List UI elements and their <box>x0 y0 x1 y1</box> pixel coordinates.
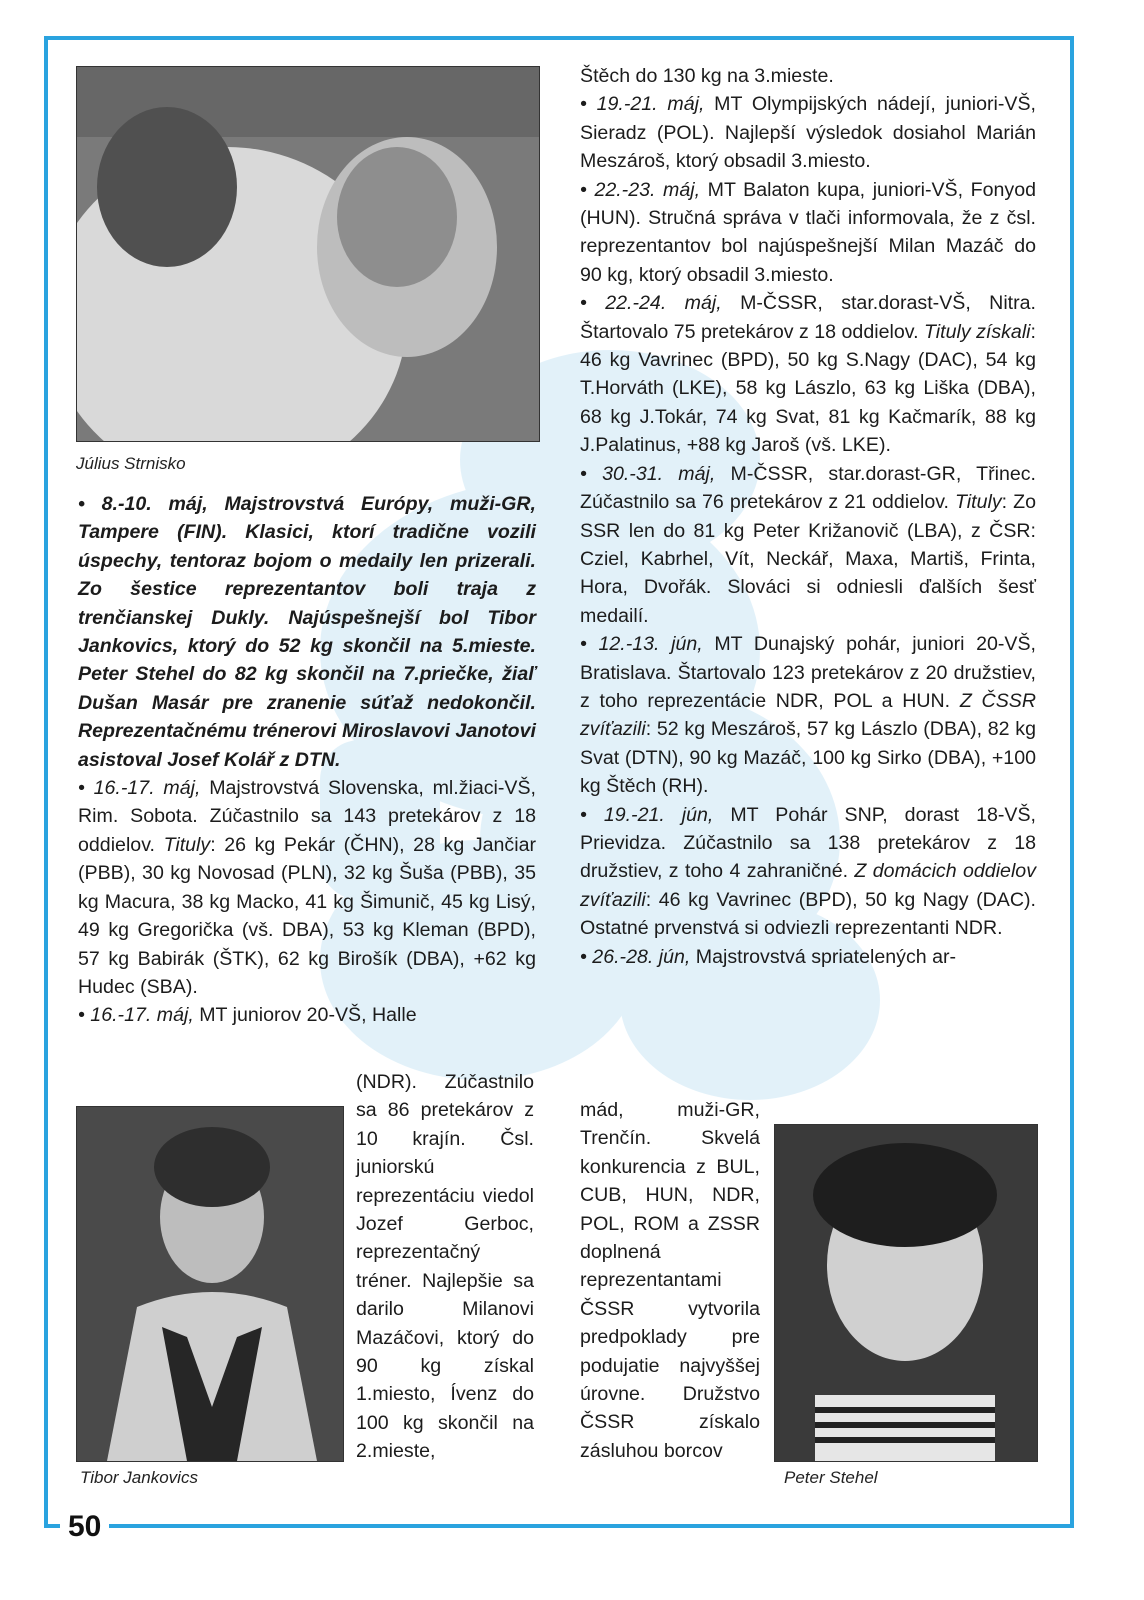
caption-photo3: Peter Stehel <box>784 1468 878 1487</box>
page-number: 50 <box>60 1510 109 1544</box>
paragraph-spriatelenych-armad: • 26.-28. jún, Majstrovstvá spriatelených ar- <box>580 945 957 968</box>
paragraph-pohar-snp: • 19.-21. jún, MT Pohár SNP, dorast 18-VŠ, Prievidza. Zúčastnilo sa 138 pretekárov z 18 družstiev, z toho 4 zahraničné. Z domácich oddielov zvíťazili: 46 kg Vavrinec (BPD), 50 kg Nagy (DAC). Ostatné prvenstvá si odviezli reprezentanti NDR. <box>580 803 1036 940</box>
caption-photo2: Tibor Jankovics <box>80 1468 198 1487</box>
lead-paragraph: • 8.-10. máj, Majstrovstvá Európy, muži-GR, Tampere (FIN). Klasici, ktorí tradične vozili úspechy, tentoraz bojom o medaily len prizerali. Zo šestice reprezentantov boli traja z trenčianskej Dukly. Najúspešnejší bol Tibor Jankovics, ktorý do 52 kg skončil na 5.mieste. Peter Stehel do 82 kg skončil na 7.priečke, žiaľ Dušan Masár pre zranenie súťaž nedokončil. Reprezentačnému trénerovi Miroslavovi Janotovi asistoval Josef Kolář z DTN. <box>78 493 536 771</box>
paragraph-dunajsky-pohar: • 12.-13. jún, MT Dunajský pohár, juniori 20-VŠ, Bratislava. Štartovalo 123 pretekárov z 20 družstiev, z toho reprezentácie NDR, POL a HUN. Z ČSSR zvíťazili: 52 kg Meszároš, 57 kg Lászlo (DBA), 82 kg Svat (DTN), 90 kg Mazáč, 100 kg Sirko (DBA), +100 kg Štěch (RH). <box>580 633 1036 798</box>
date: • 16.-17. máj, <box>78 1004 194 1027</box>
right-column <box>580 62 1036 971</box>
paragraph-mt-juniorov: • 16.-17. máj, MT juniorov 20-VŠ, Halle <box>78 1004 417 1027</box>
paragraph-mcssr-trinec: • 30.-31. máj, M-ČSSR, star.dorast-GR, Třinec. Zúčastnilo sa 76 pretekárov z 21 oddielov. Tituly: Zo SSR len do 81 kg Peter Križanovič (LBA), z ČSR: Cziel, Kabrhel, Vít, Neckář, Maxa, Martiš, Frinta, Hora, Dvořák. Slováci si odniesli ďalších šesť medailí. <box>580 462 1037 627</box>
date: • 16.-17. máj, <box>78 777 201 800</box>
paragraph-ms-slovenska: • 16.-17. máj, Majstrovstvá Slovenska, ml.žiaci-VŠ, Rim. Sobota. Zúčastnilo sa 143 pretekárov z 18 oddielov. Tituly: 26 kg Pekár (ČHN), 28 kg Jančiar (PBB), 30 kg Novosad (PLN), 32 kg Šuša (PBB), 35 kg Macura, 38 kg Macko, 41 kg Šimunič, 45 kg Lisý, 49 kg Gregorička (vš. DBA), 53 kg Kleman (BPD), 57 kg Babirák (ŠTK), 62 kg Birošík (DBA), +62 kg Hudec (SBA). <box>78 777 536 998</box>
left-column <box>78 490 536 1030</box>
photo-tibor-jankovics <box>76 1106 344 1462</box>
photo-julius-strnisko <box>76 66 540 442</box>
mt-juniorov-continued: (NDR). Zúčastnilo sa 86 pretekárov z 10 krajín. Čsl. juniorskú reprezentáciu viedol Jozef Gerboc, reprezentačný tréner. Najlepšie sa darilo Milanovi Mazáčovi, ktorý do 90 kg získal 1.miesto, Ívenz do 100 kg skončil na 2.mieste, <box>356 1071 534 1463</box>
paragraph-balaton-kupa: • 22.-23. máj, MT Balaton kupa, juniori-VŠ, Fonyod (HUN). Stručná správa v tlači informovala, že z čsl. reprezentantov bol najúspešnejší Milan Mazáč do 90 kg, ktorý obsadil 3.miesto. <box>580 178 1037 286</box>
paragraph-olympijskych-nadeji: • 19.-21. máj, MT Olympijských nádejí, juniori-VŠ, Sieradz (POL). Najlepší výsledok dosiahol Marián Meszároš, ktorý obsadil 3.miesto. <box>580 93 1036 173</box>
photo-peter-stehel <box>774 1124 1038 1462</box>
paragraph-stech: Štěch do 130 kg na 3.mieste. <box>580 65 834 87</box>
spriatelenych-armad-continued: mád, muži-GR, Trenčín. Skvelá konkurencia z BUL, CUB, HUN, NDR, POL, ROM a ZSSR doplnená reprezentantami ČSSR vytvorila predpoklady pre podujatie najvyššej úrovne. Družstvo ČSSR získalo zásluhou borcov <box>580 1099 760 1462</box>
paragraph-mcssr-nitra: • 22.-24. máj, M-ČSSR, star.dorast-VŠ, Nitra. Štartovalo 75 pretekárov z 18 oddielov. Tituly získali: 46 kg Vavrinec (BPD), 50 kg S.Nagy (DAC), 54 kg T.Horváth (LKE), 58 kg Lászlo, 63 kg Liška (DBA), 68 kg J.Tokár, 74 kg Svat, 81 kg Kačmarík, 88 kg J.Palatinus, +88 kg Jaroš (vš. LKE). <box>580 292 1036 457</box>
caption-photo1: Július Strnisko <box>76 454 186 473</box>
